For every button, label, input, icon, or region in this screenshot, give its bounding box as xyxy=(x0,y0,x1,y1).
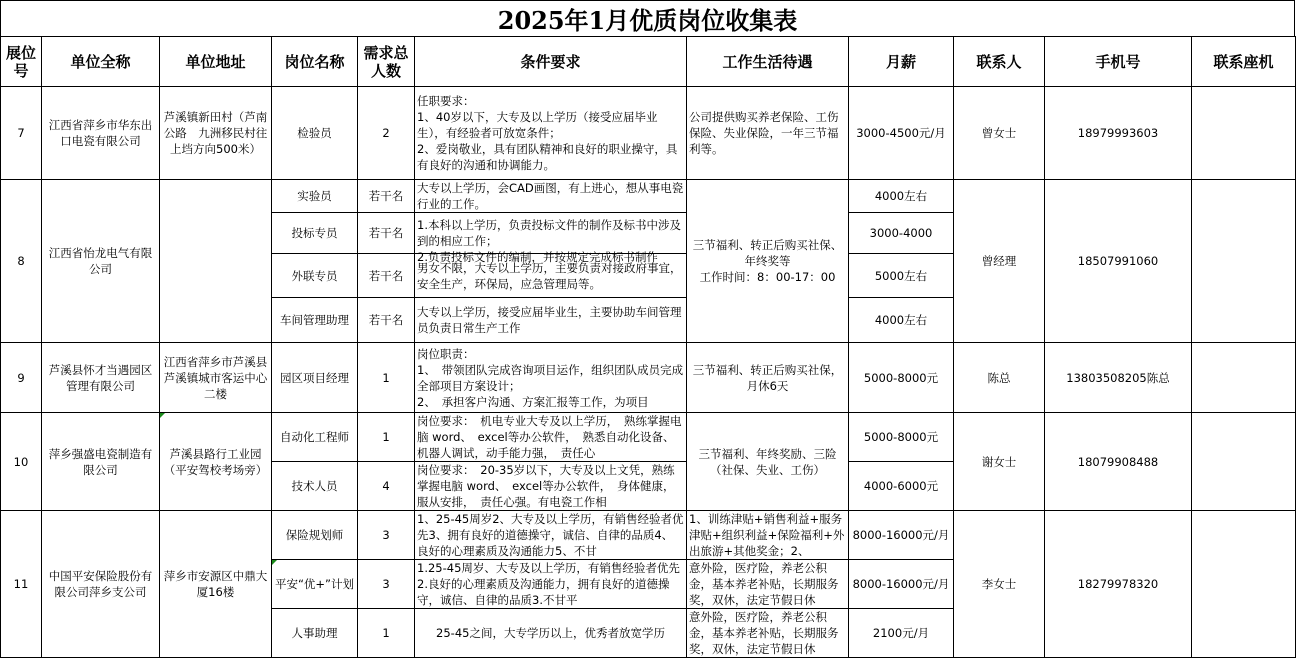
cell-requirements[interactable] xyxy=(415,213,687,264)
cell-no[interactable]: 10 xyxy=(1,413,42,511)
cell-position[interactable]: 投标专员 xyxy=(272,213,358,254)
cell-benefits[interactable] xyxy=(687,560,849,609)
cell-requirements[interactable] xyxy=(415,413,687,462)
requirements-text: 岗位要求： 机电专业大专及以上学历， 熟练掌握电脑 word、 excel等办公软件， 熟悉自动化设备、机器人调试，动手能力强， 责任心 xyxy=(417,414,682,460)
cell-count[interactable]: 1 xyxy=(358,413,415,462)
requirements-text: 大专以上学历，会CAD画图，有上进心，想从事电瓷行业的工作。 xyxy=(417,181,684,211)
cell-contact[interactable]: 曾经理 xyxy=(954,180,1045,343)
cell-salary[interactable]: 2100元/月 xyxy=(849,609,954,658)
header-contact[interactable]: 联系人 xyxy=(954,37,1045,87)
cell-salary[interactable]: 3000-4500元/月 xyxy=(849,87,954,180)
cell-address[interactable]: 江西省萍乡市芦溪县芦溪镇城市客运中心二楼 xyxy=(160,343,272,413)
cell-count[interactable]: 若干名 xyxy=(358,254,415,298)
cell-company[interactable]: 江西省怡龙电气有限公司 xyxy=(42,180,160,343)
requirements-text: 1.25-45周岁、大专及以上学历，有销售经验者优先2.良好的心理素质及沟通能力，拥有良好的道德操守，诚信、自律的品质3.不甘平 xyxy=(417,561,680,607)
cell-benefits[interactable] xyxy=(687,180,849,343)
cell-salary[interactable]: 8000-16000元/月 xyxy=(849,511,954,560)
header-company[interactable]: 单位全称 xyxy=(42,37,160,87)
cell-landline[interactable] xyxy=(1192,511,1296,658)
table-row xyxy=(1,343,1296,413)
header-no[interactable]: 展位号 xyxy=(1,37,42,87)
cell-position[interactable]: 人事助理 xyxy=(272,609,358,658)
benefits-text: 三节福利、转正后购买社保、年终奖等 工作时间：8：00-17：00 xyxy=(692,238,843,284)
cell-benefits[interactable]: 三节福利、转正后购买社保，月休6天 xyxy=(687,343,849,413)
header-count[interactable]: 需求总人数 xyxy=(358,37,415,87)
requirements-text: 1.本科以上学历，负责投标文件的制作及标书中涉及到的相应工作； 2.负责投标文件的编制，并按规定完成标书制作 xyxy=(417,218,681,264)
cell-benefits[interactable] xyxy=(687,511,849,560)
cell-requirements[interactable] xyxy=(415,298,687,343)
header-requirements[interactable]: 条件要求 xyxy=(415,37,687,87)
cell-requirements[interactable] xyxy=(415,511,687,560)
benefits-text: 意外险，医疗险，养老公积金，基本养老补贴，长期服务奖，双休，法定节假日休 xyxy=(689,561,839,607)
cell-requirements[interactable] xyxy=(415,254,687,298)
header-position[interactable]: 岗位名称 xyxy=(272,37,358,87)
cell-landline[interactable] xyxy=(1192,87,1296,180)
cell-landline[interactable] xyxy=(1192,343,1296,413)
cell-requirements[interactable] xyxy=(415,462,687,511)
cell-position[interactable]: 自动化工程师 xyxy=(272,413,358,462)
cell-company[interactable]: 江西省萍乡市华东出口电瓷有限公司 xyxy=(42,87,160,180)
cell-phone[interactable]: 13803508205陈总 xyxy=(1045,343,1192,413)
cell-position[interactable]: 检验员 xyxy=(272,87,358,180)
requirements-text: 大专以上学历，接受应届毕业生，主要协助车间管理员负责日常生产工作 xyxy=(417,305,682,335)
cell-no[interactable]: 8 xyxy=(1,180,42,343)
header-benefits[interactable]: 工作生活待遇 xyxy=(687,37,849,87)
cell-salary[interactable]: 4000-6000元 xyxy=(849,462,954,511)
cell-contact[interactable]: 陈总 xyxy=(954,343,1045,413)
cell-count[interactable]: 1 xyxy=(358,609,415,658)
cell-phone[interactable]: 18507991060 xyxy=(1045,180,1192,343)
sheet-title: 2025年1月优质岗位收集表 xyxy=(0,0,1295,37)
cell-requirements[interactable] xyxy=(415,343,687,413)
cell-salary[interactable]: 4000左右 xyxy=(849,298,954,343)
cell-position[interactable]: 车间管理助理 xyxy=(272,298,358,343)
cell-phone[interactable]: 18979993603 xyxy=(1045,87,1192,180)
cell-salary[interactable]: 8000-16000元/月 xyxy=(849,560,954,609)
cell-position[interactable]: 技术人员 xyxy=(272,462,358,511)
benefits-text: 1、训练津贴+销售利益+服务津贴+组织利益+保险福利+外出旅游+其他奖金；2、 xyxy=(689,512,845,558)
cell-company[interactable]: 萍乡强盛电瓷制造有限公司 xyxy=(42,413,160,511)
requirements-text: 男女不限，大专以上学历，主要负责对接政府事宜，安全生产，环保局，应急管理局等。 xyxy=(417,260,682,291)
cell-requirements[interactable] xyxy=(415,87,687,180)
cell-contact[interactable]: 李女士 xyxy=(954,511,1045,658)
table-row xyxy=(1,87,1296,180)
cell-address[interactable]: 萍乡市安源区中鼎大厦16楼 xyxy=(160,511,272,658)
cell-count[interactable]: 2 xyxy=(358,87,415,180)
jobs-table xyxy=(0,36,1296,658)
cell-count[interactable]: 若干名 xyxy=(358,298,415,343)
cell-address[interactable] xyxy=(160,180,272,343)
cell-no[interactable]: 9 xyxy=(1,343,42,413)
cell-benefits[interactable]: 三节福利、年终奖励、三险（社保、失业、工伤） xyxy=(687,413,849,511)
cell-salary[interactable]: 5000-8000元 xyxy=(849,413,954,462)
cell-salary[interactable]: 4000左右 xyxy=(849,180,954,213)
requirements-text: 任职要求： 1、40岁以下，大专及以上学历（接受应届毕业生），有经验者可放宽条件； 2、爱岗敬业，具有团队精神和良好的职业操守，具有良好的沟通和协调能力。 xyxy=(417,94,678,172)
position-text: 平安“优+”计划 xyxy=(274,577,355,591)
cell-phone[interactable]: 18279978320 xyxy=(1045,511,1192,658)
cell-phone[interactable]: 18079908488 xyxy=(1045,413,1192,511)
requirements-text: 岗位职责： 1、 带领团队完成咨询项目运作，组织团队成员完成全部项目方案设计； 2、 承担客户沟通、方案汇报等工作，为项目 xyxy=(417,346,684,409)
cell-no[interactable]: 11 xyxy=(1,511,42,658)
cell-contact[interactable]: 谢女士 xyxy=(954,413,1045,511)
cell-company[interactable]: 中国平安保险股份有限公司萍乡支公司 xyxy=(42,511,160,658)
cell-landline[interactable] xyxy=(1192,413,1296,511)
table-row xyxy=(1,413,1296,462)
benefits-text: 意外险，医疗险，养老公积金，基本养老补贴，长期服务奖，双休，法定节假日休 xyxy=(689,610,839,656)
cell-position[interactable] xyxy=(272,560,358,609)
cell-salary[interactable]: 3000-4000 xyxy=(849,213,954,254)
cell-requirements[interactable] xyxy=(415,560,687,609)
cell-count[interactable]: 3 xyxy=(358,560,415,609)
cell-address[interactable]: 芦溪镇新田村（芦南公路 九洲移民村往上垱方向500米） xyxy=(160,87,272,180)
cell-contact[interactable]: 曾女士 xyxy=(954,87,1045,180)
header-landline[interactable]: 联系座机 xyxy=(1192,37,1296,87)
table-row xyxy=(1,511,1296,560)
header-phone[interactable]: 手机号 xyxy=(1045,37,1192,87)
cell-no[interactable]: 7 xyxy=(1,87,42,180)
cell-count[interactable]: 1 xyxy=(358,343,415,413)
cell-landline[interactable] xyxy=(1192,180,1296,343)
cell-count[interactable]: 4 xyxy=(358,462,415,511)
cell-position[interactable]: 外联专员 xyxy=(272,254,358,298)
cell-requirements[interactable]: 25-45之间，大专学历以上，优秀者放宽学历 xyxy=(415,609,687,658)
cell-salary[interactable]: 5000左右 xyxy=(849,254,954,298)
cell-company[interactable]: 芦溪县怀才当遇园区管理有限公司 xyxy=(42,343,160,413)
cell-benefits[interactable]: 公司提供购买养老保险、工伤保险、失业保险，一年三节福利等。 xyxy=(687,87,849,180)
cell-count[interactable]: 若干名 xyxy=(358,213,415,254)
requirements-text: 岗位要求： 20-35岁以下，大专及以上文凭，熟练掌握电脑 word、 excel等办公软件， 身体健康，服从安排， 责任心强。有电瓷工作相 xyxy=(417,463,675,509)
cell-salary[interactable]: 5000-8000元 xyxy=(849,343,954,413)
cell-position[interactable]: 保险规划师 xyxy=(272,511,358,560)
cell-count[interactable]: 若干名 xyxy=(358,180,415,213)
cell-count[interactable]: 3 xyxy=(358,511,415,560)
cell-requirements[interactable] xyxy=(415,180,687,213)
cell-position[interactable]: 园区项目经理 xyxy=(272,343,358,413)
cell-benefits[interactable] xyxy=(687,609,849,658)
cell-position[interactable]: 实验员 xyxy=(272,180,358,213)
cell-address[interactable]: 芦溪县路行工业园（平安驾校考场旁） xyxy=(160,413,272,511)
header-address[interactable]: 单位地址 xyxy=(160,37,272,87)
requirements-text: 1、25-45周岁2、大专及以上学历，有销售经验者优先3、拥有良好的道德操守，诚信、自律的品质4、良好的心理素质及沟通能力5、不甘 xyxy=(417,512,684,558)
table-row xyxy=(1,180,1296,213)
header-row xyxy=(1,37,1296,87)
header-salary[interactable]: 月薪 xyxy=(849,37,954,87)
